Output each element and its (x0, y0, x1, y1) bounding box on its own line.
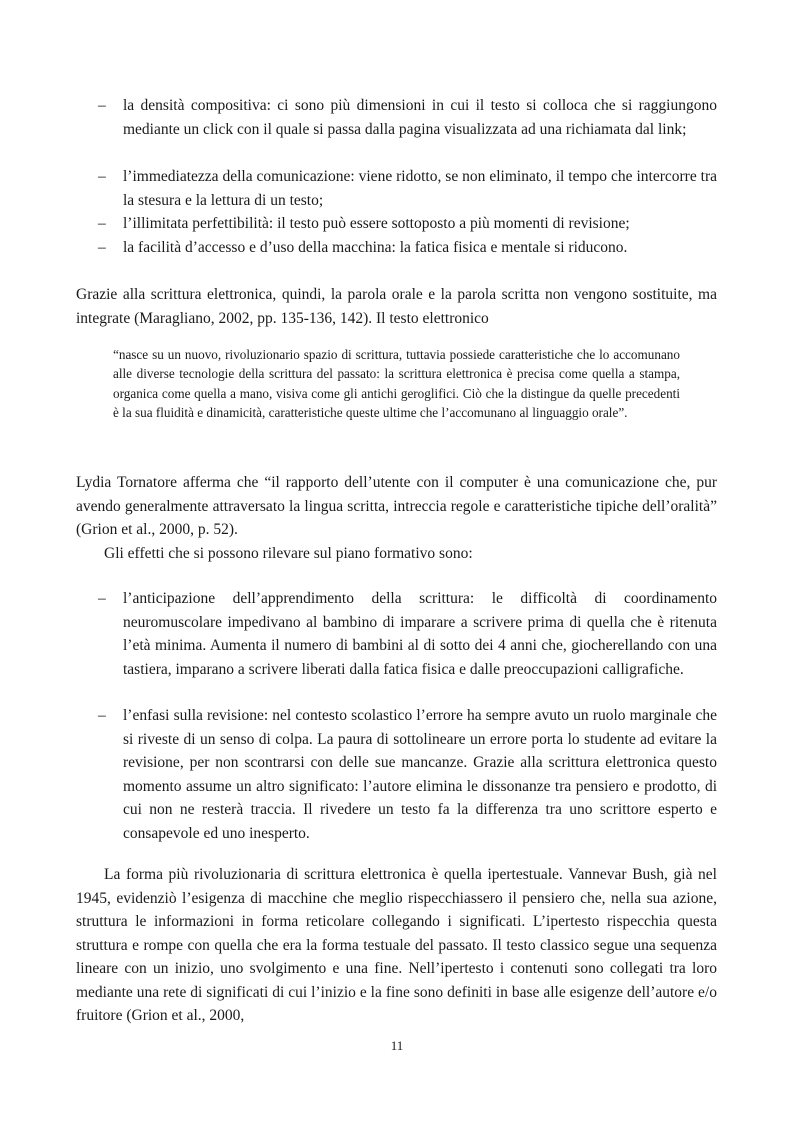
dash-bullet: – (98, 97, 106, 114)
dash-bullet: – (98, 590, 106, 607)
dash-bullet: – (98, 168, 106, 185)
paragraph-hypertext: La forma più rivoluzionaria di scrittura elettronica è quella ipertestuale. Vannevar Bush, già nel 1945, evidenziò l’esigenza di macchine che meglio rispecchiassero il pensiero che, nella sua azione, struttura le informazioni in forma reticolare collegando i significati. L’ipertesto rispecchia questa struttura e rompe con quella che era la forma testuale del passato. Il testo classico segue una sequenza lineare con un inizio, uno svolgimento e una fine. Nell’ipertesto i contenuti sono collegati tra loro mediante una rete di significati di cui l’inizio e la fine sono definiti in base alle esigenze dell’autore e/o fruitore (Grion et al., 2000, (76, 866, 717, 1024)
list-item (98, 236, 717, 260)
list-item (98, 165, 717, 212)
list-item (98, 587, 717, 681)
list-item-text: l’anticipazione dell’apprendimento della scrittura: le difficoltà di coordinamento neuromuscolare impedivano al bambino di imparare a scrivere prima di quella che è ritenuta l’età minima. Aumenta il numero di bambini al di sotto dei 4 anni che, giocherellando con una tastiera, imparano a scrivere liberati dalla fatica fisica e dalle preoccupazioni calligrafiche. (123, 590, 717, 678)
list-item-text: la facilità d’accesso e d’uso della macchina: la fatica fisica e mentale si riducono. (123, 239, 628, 256)
dash-bullet: – (98, 239, 106, 256)
dash-bullet: – (98, 707, 106, 724)
list-item-text: la densità compositiva: ci sono più dimensioni in cui il testo si colloca che si raggiungono mediante un click con il quale si passa dalla pagina visualizzata ad una richiamata dal link; (123, 97, 717, 138)
paragraph-electronic-writing: Grazie alla scrittura elettronica, quindi, la parola orale e la parola scritta non vengono sostituite, ma integrate (Maragliano, 2002, pp. 135-136, 142). Il testo elettronico (76, 286, 717, 327)
list-item (98, 94, 717, 141)
paragraph-tornatore: Lydia Tornatore afferma che “il rapporto dell’utente con il computer è una comunicazione che, pur avendo generalmente attraversato la lingua scritta, intreccia regole e caratteristiche tipiche dell’oralità” (Grion et al., 2000, p. 52). (76, 474, 717, 538)
page-number: 11 (390, 1038, 404, 1053)
list-item-text: l’enfasi sulla revisione: nel contesto scolastico l’errore ha sempre avuto un ruolo marginale che si riveste di un senso di colpa. La paura di sottolineare un errore porta lo studente ad evitare la revisione, per non scontrarsi con delle sue mancanze. Grazie alla scrittura elettronica questo momento assume un altro significato: l’autore elimina le dissonanze tra pensiero e prodotto, di cui non ne resterà traccia. Il rivedere un testo fa la differenza tra uno scrittore esperto e consapevole ed uno inesperto. (123, 707, 717, 842)
list-item-text: l’illimitata perfettibilità: il testo può essere sottoposto a più momenti di revisione; (123, 215, 630, 232)
list-item-text: l’immediatezza della comunicazione: viene ridotto, se non eliminato, il tempo che intercorre tra la stesura e la lettura di un testo; (123, 168, 717, 209)
dash-bullet: – (98, 215, 106, 232)
list-item (98, 212, 717, 236)
paragraph-formative-effects: Gli effetti che si possono rilevare sul piano formativo sono: (104, 545, 473, 562)
block-quote: “nasce su un nuovo, rivoluzionario spazio di scrittura, tuttavia possiede caratteristiche che lo accomunano alle diverse tecnologie della scrittura del passato: la scrittura elettronica è precisa come quella a stampa, organica come quella a mano, visiva come gli antichi geroglifici. Ciò che la distingue da quelle precedenti è la sua fluidità e dinamicità, caratteristiche queste ultime che l’accomunano al linguaggio orale”. (113, 347, 680, 421)
list-item (98, 704, 717, 845)
